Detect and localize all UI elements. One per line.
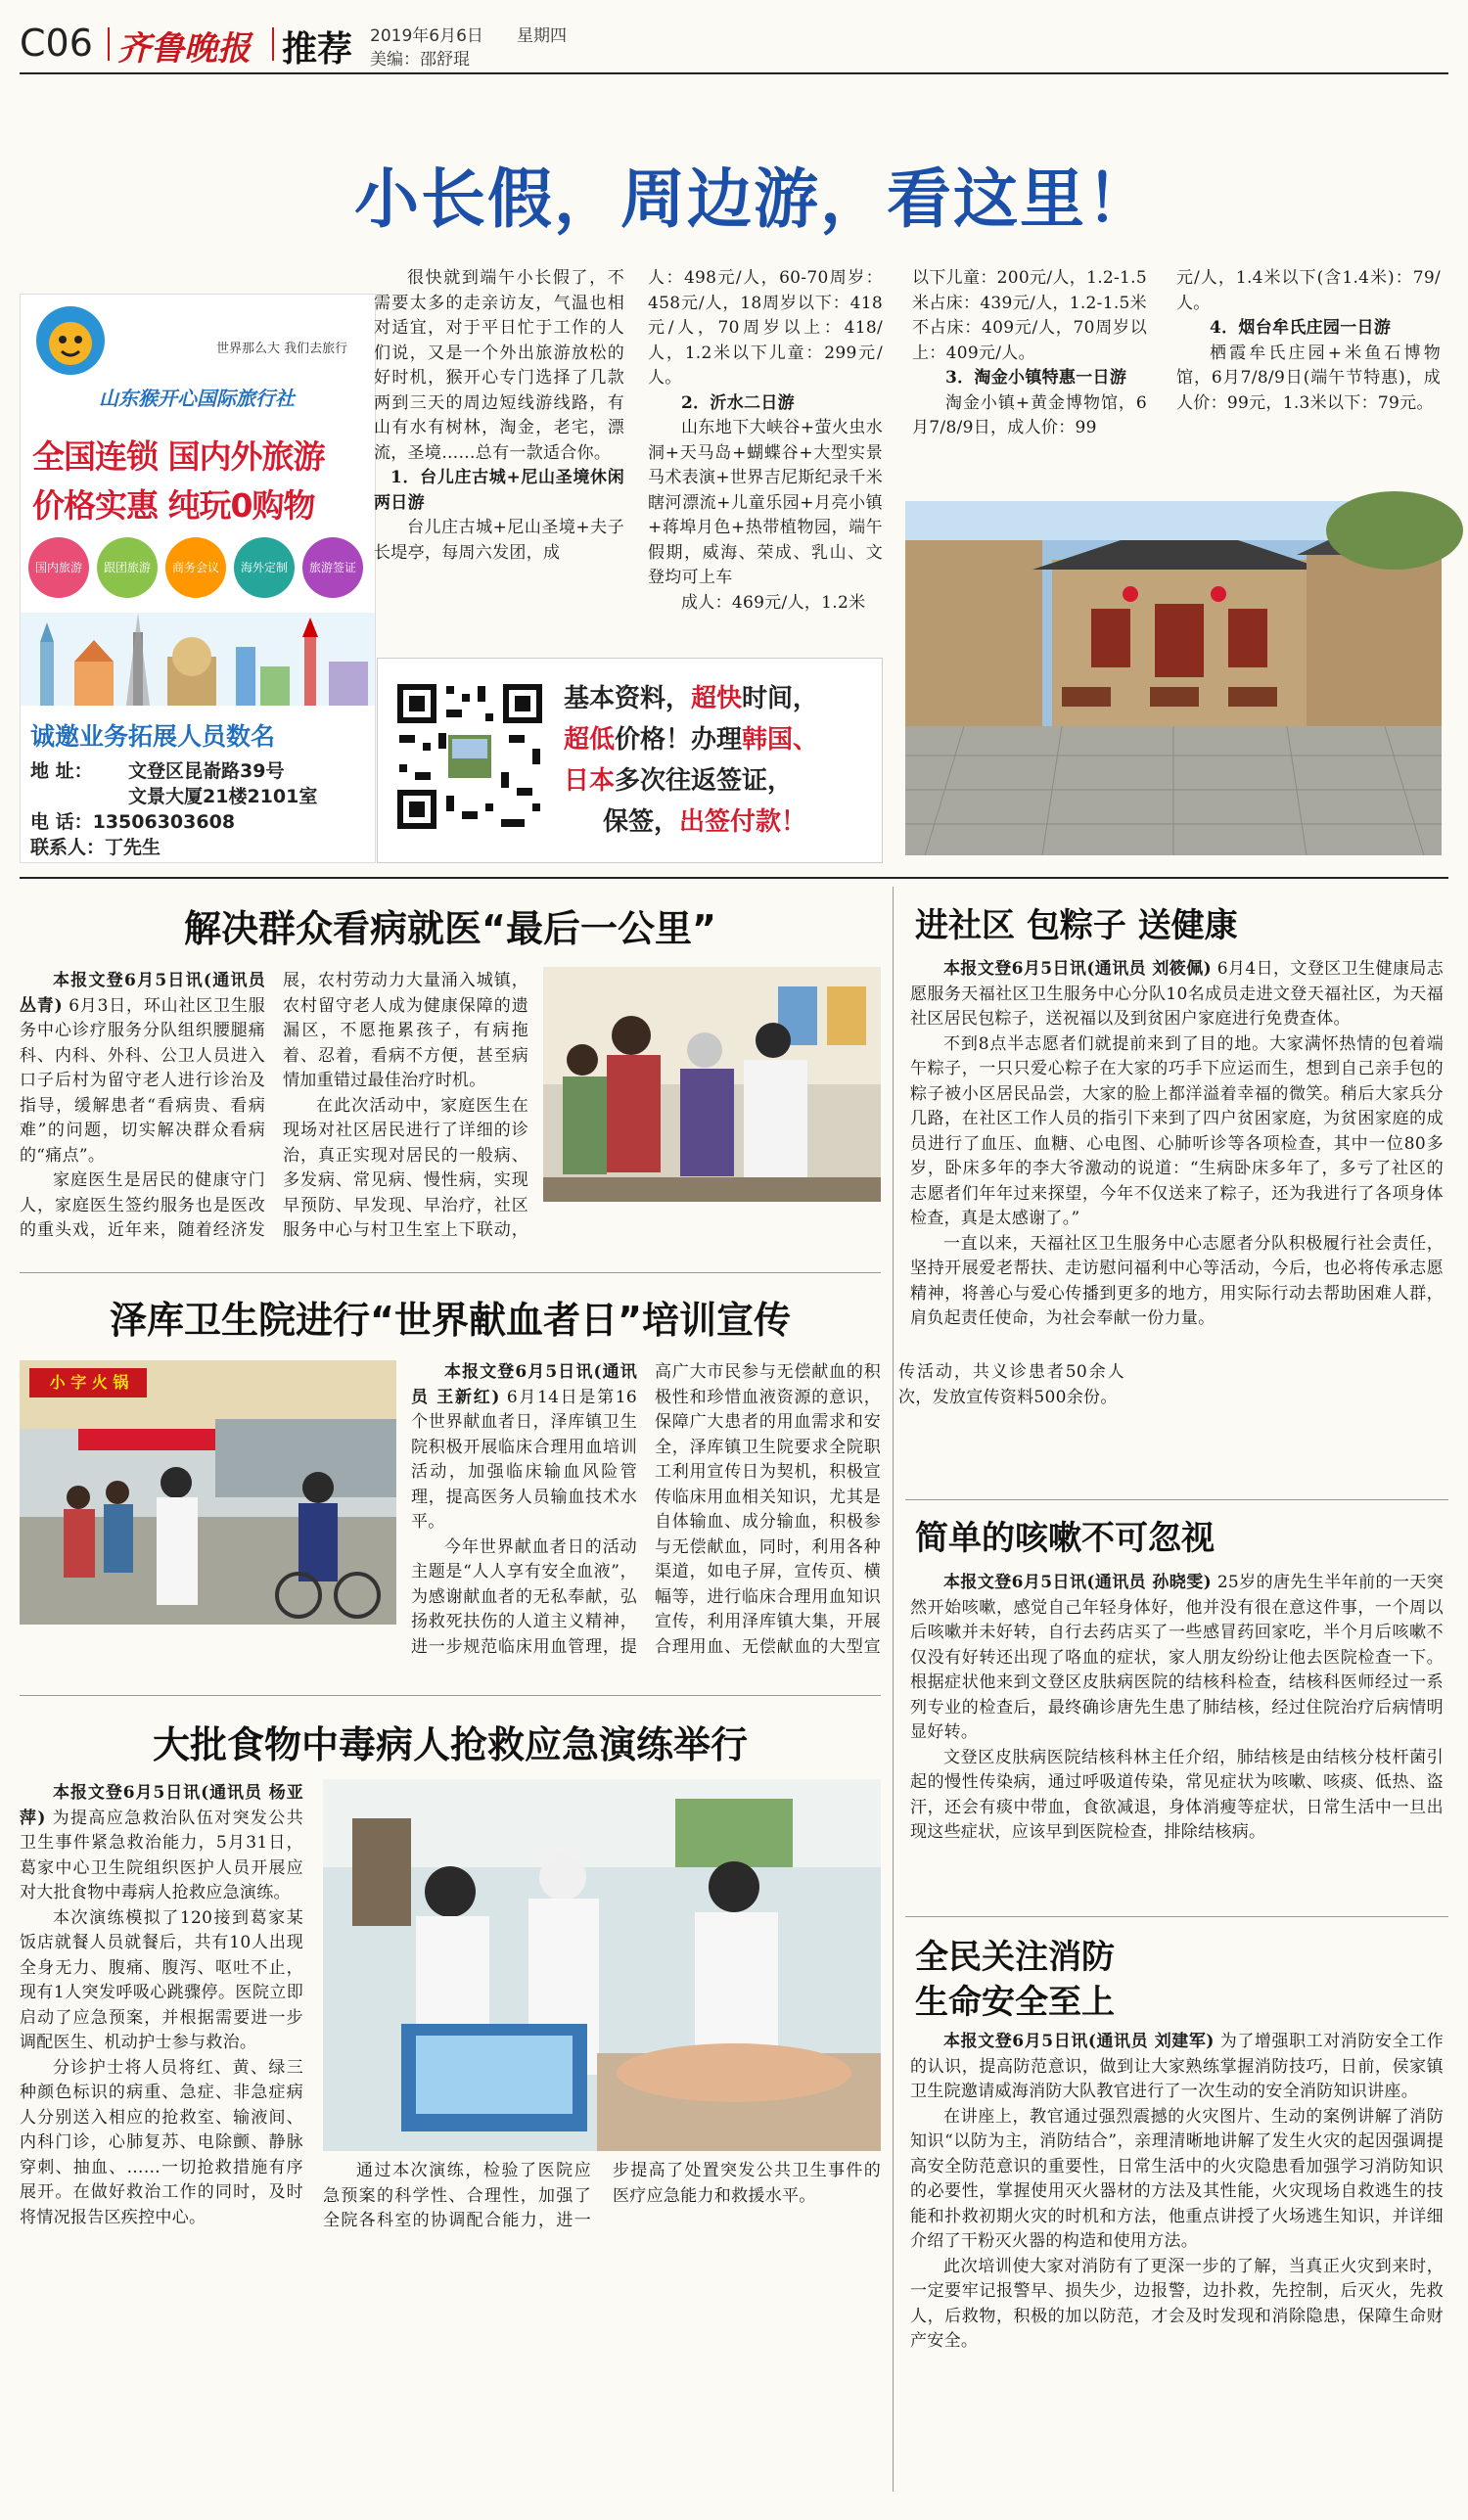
zongzi-body bbox=[910, 957, 1444, 1332]
zongzi-para-3: 一直以来，天福社区卫生服务中心志愿者分队积极履行社会责任，坚持开展爱老帮扶、走访慰问福利中心等活动，今后，也必将传承志愿精神，将善心与爱心传播到更多的地方，用实际行动去帮助困难人群，肩负起责任使命，为社会奉献一份力量。 bbox=[910, 1233, 1444, 1328]
route-2-price: 成人：469元/人，1.2米 bbox=[681, 592, 866, 613]
blood-para-2: 今年世界献血者日的活动主题是“人人享有安全血液”，为感谢献血者的无私奉献，弘扬救死扶伤的人道主义精神，进一步规范临床用血管理，提高广大市民参与无偿献血的积极性和珍惜血液资源的意识，保障广大患者的用血需求和安全，泽库镇卫生院要求全院职工利用宣传日为契机，积极宣传临床用血相关知识，尤其是自体输血、成分输血，积极参与无偿献血，同时，利用各种渠道，如电子屏，宣传页、横幅等，进行临床合理用血知识宣传，利用泽库镇大集，开展合理用血、无偿献血的大型宣传活动，共义诊患者50余人次，发放宣传资料500余份。 bbox=[411, 1362, 1124, 1657]
page-number: C06 bbox=[20, 22, 93, 65]
drill-para-1: 为提高应急救治队伍对突发公共卫生事件紧急救治能力，5月31日，葛家中心卫生院组织医护人员开展应对大批食物中毒病人抢救应急演练。 bbox=[20, 1808, 303, 1902]
visa-ad bbox=[377, 658, 883, 863]
route-1-title: 1．台儿庄古城+尼山圣境休闲两日游 bbox=[374, 468, 624, 513]
visa-l1b: 超快 bbox=[691, 684, 743, 713]
fire-para-3: 此次培训使大家对消防有了更深一步的了解，当真正火灾到来时，一定要牢记报警早、损失少，边报警，边扑救，先控制，后灭火，先救人，后救物，积极的加以防范，才会及时发现和消除隐患，保障生命财产安全。 bbox=[910, 2256, 1444, 2351]
visa-l4b: 出签付款！ bbox=[679, 807, 807, 837]
route-3-text: 淘金小镇+黄金博物馆，6月7/8/9日，成人价：99 bbox=[912, 392, 1147, 437]
cough-para-1: 25岁的唐先生半年前的一天突然开始咳嗽，感觉自己年轻身体好，他并没有很在意这件事，一个周以后咳嗽并未好转，自行去药店买了一些感冒药回家吃，半个月后咳嗽不仅没有好转还出现了咯血的症状，家人朋友纷纷让他去医院检查一下。根据症状他来到文登区皮肤病医院的结核科检查，结核科医师经过一系列专业的检查后，最终确诊唐先生患了肺结核，经过住院治疗后病情明显好转。 bbox=[910, 1573, 1444, 1742]
agency-slogan-2: 价格实惠 纯玩0购物 bbox=[32, 486, 315, 525]
cough-top-rule bbox=[905, 1499, 1448, 1500]
header-rule bbox=[20, 72, 1448, 74]
zongzi-para-1: 6月4日，文登区卫生健康局志愿服务天福社区卫生服务中心分队10名成员走进文登天福社区，为天福社区居民包粽子，送祝福以及到贫困户家庭进行免费查体。 bbox=[910, 959, 1444, 1029]
fire-byline: 本报文登6月5日讯(通讯员 刘建军) bbox=[943, 2032, 1215, 2051]
lastmile-para-1: 6月3日，环山社区卫生服务中心诊疗服务分队组织腰腿痛科、内科、外科、公卫人员进入口子后村为留守老人进行诊治及指导，缓解患者“看病贵、看病难”的问题，切实解决群众看病的“痛点”。 bbox=[20, 995, 265, 1166]
drill-col-2 bbox=[323, 2159, 881, 2234]
drill-headline: 大批食物中毒病人抢救应急演练举行 bbox=[152, 1723, 748, 1766]
fire-para-1: 为了增强职工对消防安全工作的认识，提高防范意识，做到让大家熟练掌握消防技巧，日前，侯家镇卫生院邀请威海消防大队教官进行了一次生动的安全消防知识讲座。 bbox=[910, 2032, 1444, 2101]
fire-top-rule bbox=[905, 1916, 1448, 1917]
agency-address-label: 地 址： bbox=[30, 760, 93, 782]
agency-badges bbox=[28, 537, 371, 600]
visa-l2c: 韩国、 bbox=[742, 725, 819, 755]
visa-l4a: 保签， bbox=[603, 807, 680, 837]
drill-top-rule bbox=[20, 1695, 881, 1696]
visa-l1a: 基本资料， bbox=[564, 684, 692, 713]
badge-overseas: 海外定制 bbox=[234, 537, 295, 598]
travel-col-3 bbox=[912, 266, 1147, 441]
route-2-cont: 以下儿童：200元/人，1.2-1.5米占床：439元/人，1.2-1.5米不占床：409元/人，70周岁以上：409元/人。 bbox=[912, 268, 1147, 363]
fire-headline-2: 生命安全至上 bbox=[915, 1983, 1115, 2022]
fire-para-2: 在讲座上，教官通过强烈震撼的火灾图片、生动的案例讲解了消防知识“以防为主，消防结合”，亲理清晰地讲解了发生火灾的起因强调提高安全防范意识的重要性，日常生活中的火灾隐患看加强学习消防知识的必要性，掌握使用灭火器材的方法及其性能，火灾现场自救逃生的技能和扑救初期火灾的时机和方法，他重点讲授了火场逃生知识，并详细介绍了干粉灭火器的构造和使用方法。 bbox=[910, 2106, 1444, 2251]
travel-intro: 很快就到端午小长假了，不需要太多的走亲访友，气温也相对适宜，对于平日忙于工作的人们说，又是一个外出旅游放松的好时机，猴开心专门选择了几款两到三天的周边短线游线路，有山有水有树林，淘金，老宅，漂流，圣境……总有一款适合你。 bbox=[374, 268, 624, 463]
zongzi-headline: 进社区 包粽子 送健康 bbox=[915, 906, 1238, 945]
qr-code bbox=[391, 678, 548, 835]
issue-date: 2019年6月6日 bbox=[370, 26, 483, 46]
drill-para-3: 分诊护士将人员将红、黄、绿三种颜色标识的病重、急症、非急症病人分别送入相应的抢救室、输液间、内科门诊，心肺复苏、电除颤、静脉穿刺、抽血、……一切抢救措施有序展开。在做好救治工作的同时，及时将情况报告区疾控中心。 bbox=[20, 2057, 303, 2227]
header-divider-2 bbox=[272, 27, 274, 61]
column-divider bbox=[893, 887, 894, 2492]
badge-visa: 旅游签证 bbox=[302, 537, 363, 598]
agency-brand: 山东猴开心国际旅行社 bbox=[99, 387, 295, 410]
blood-photo bbox=[20, 1360, 396, 1625]
travel-agency-ad bbox=[20, 294, 376, 863]
travel-col-1 bbox=[374, 266, 624, 566]
visa-l3a: 日本 bbox=[564, 766, 616, 796]
drill-para-4: 通过本次演练，检验了医院应急预案的科学性、合理性，加强了全院各科室的协调配合能力，进一步提高了处置突发公共卫生事件的医疗应急能力和救援水平。 bbox=[323, 2161, 881, 2230]
lastmile-col-1 bbox=[20, 969, 528, 1262]
agency-tagline: 世界那么大 我们去旅行 bbox=[216, 342, 348, 356]
lastmile-para-3: 在此次活动中，家庭医生在现场对社区居民进行了详细的诊治，真正实现对居民的一般病、多发病、常见病、慢性病，实现早预防、早发现、早治疗，社区服务中心与村卫生室上下联动， bbox=[283, 1095, 528, 1240]
paper-name: 齐鲁晚报 bbox=[117, 29, 251, 69]
badge-business: 商务会议 bbox=[165, 537, 226, 598]
blood-byline: 本报文登6月5日讯(通讯员 王新红) bbox=[411, 1362, 637, 1407]
lastmile-headline: 解决群众看病就医“最后一公里” bbox=[184, 907, 716, 950]
drill-photo bbox=[323, 1779, 881, 2151]
visa-ad-text bbox=[564, 678, 877, 843]
route-1-cont: 人：498元/人，60-70周岁：458元/人，18周岁以下：418元/人，70周岁以上：418/人，1.2米以下儿童：299元/人。 bbox=[648, 268, 883, 388]
badge-domestic: 国内旅游 bbox=[28, 537, 89, 598]
lastmile-para-2: 家庭医生是居民的健康守门人，家庭医生签约服务也是医改的重头戏，近年来，随着经济发展，农村劳动力大量涌入城镇，农村留守老人成为健康保障的遗漏区，不愿拖累孩子，有病拖着、忍着，看病不方便，甚至病情加重错过最佳治疗时机。 bbox=[20, 971, 528, 1240]
courtyard-photo bbox=[905, 501, 1442, 855]
issue-weekday: 星期四 bbox=[517, 26, 567, 46]
route-4-title: 4．烟台牟氏庄园一日游 bbox=[1210, 318, 1392, 338]
blood-photo-banner: 小 字 火 锅 bbox=[49, 1373, 129, 1392]
blood-headline: 泽库卫生院进行“世界献血者日”培训宣传 bbox=[110, 1299, 791, 1342]
fire-body bbox=[910, 2030, 1444, 2509]
cough-headline: 简单的咳嗽不可忽视 bbox=[915, 1519, 1215, 1558]
fire-headline-1: 全民关注消防 bbox=[915, 1938, 1115, 1977]
lastmile-byline: 本报文登6月5日讯(通讯员 丛青) bbox=[20, 971, 265, 1016]
cough-byline: 本报文登6月5日讯(通讯员 孙晓雯) bbox=[943, 1573, 1212, 1592]
travel-headline: 小长假，周边游，看这里！ bbox=[354, 161, 1153, 237]
drill-byline: 本报文登6月5日讯(通讯员 杨亚萍) bbox=[20, 1783, 303, 1828]
visa-l3b: 多次往返签证， bbox=[615, 766, 794, 796]
landmark-skyline bbox=[21, 613, 375, 706]
visa-l2a: 超低 bbox=[564, 725, 616, 755]
badge-group: 跟团旅游 bbox=[97, 537, 158, 598]
agency-address-2: 文景大厦21楼2101室 bbox=[128, 786, 318, 807]
page-header bbox=[20, 18, 1448, 69]
agency-slogan-1: 全国连锁 国内外旅游 bbox=[32, 437, 325, 476]
route-4-text: 栖霞牟氏庄园+米鱼石博物馆，6月7/8/9日(端午节特惠)，成人价：99元，1.3米以下：79元。 bbox=[1176, 343, 1441, 413]
agency-phone: 电 话：13506303608 bbox=[30, 811, 236, 833]
zongzi-byline: 本报文登6月5日讯(通讯员 刘筱佩) bbox=[943, 959, 1212, 979]
page-editor: 美编：邵舒琨 bbox=[370, 50, 470, 69]
drill-para-2: 本次演练模拟了120接到葛家某饭店就餐人员就餐后，共有10人出现全身无力、腹痛、腹泻、呕吐不止，现有1人突发呼吸心跳骤停。医院立即启动了应急预案，并根据需要进一步调配医生、机动护士参与救治。 bbox=[20, 1907, 303, 2052]
blood-top-rule bbox=[20, 1272, 881, 1273]
travel-col-2 bbox=[648, 266, 883, 616]
agency-address-1: 文登区昆嵛路39号 bbox=[128, 760, 285, 782]
agency-contact: 联系人：丁先生 bbox=[30, 837, 161, 858]
visa-l2b: 价格！办理 bbox=[615, 725, 743, 755]
blood-para-1: 6月14日是第16个世界献血者日，泽库镇卫生院积极开展临床合理用血培训活动，加强临床输血风险管理，提高医务人员输血技术水平。 bbox=[411, 1387, 637, 1532]
route-2-title: 2．沂水二日游 bbox=[681, 392, 795, 413]
lastmile-photo bbox=[543, 967, 881, 1202]
agency-recruit: 诚邀业务拓展人员数名 bbox=[30, 722, 276, 751]
drill-col-1 bbox=[20, 1781, 303, 2230]
zongzi-para-2: 不到8点半志愿者们就提前来到了目的地。大家满怀热情的包着端午粽子，一只只爱心粽子在大家的巧手下应运而生，想到自己亲手包的粽子被小区居民品尝，大家的脸上都洋溢着幸福的微笑。稍后大家兵分几路，在社区工作人员的指引下来到了四户贫困家庭，为贫困家庭的成员进行了血压、血糖、心电图、心肺听诊等各项检查，其中一位80多岁，卧床多年的李大爷激动的说道：“生病卧床多年了，多亏了社区的志愿者们年年过来探望，今年不仅送来了粽子，还为我进行了各项身体检查，真是太感谢了。” bbox=[910, 1033, 1444, 1228]
route-3-cont: 元/人，1.4米以下(含1.4米)：79/人。 bbox=[1176, 268, 1441, 313]
visa-l1c: 时间， bbox=[742, 684, 819, 713]
cough-body bbox=[910, 1571, 1444, 1846]
agency-logo bbox=[36, 306, 105, 375]
route-1-text: 台儿庄古城+尼山圣境+夫子长堤亭，每周六发团，成 bbox=[374, 518, 624, 563]
travel-col-4 bbox=[1176, 266, 1441, 416]
cough-para-2: 文登区皮肤病医院结核科林主任介绍，肺结核是由结核分枝杆菌引起的慢性传染病，通过呼吸道传染，常见症状为咳嗽、咳痰、低热、盗汗，还会有痰中带血，食欲减退，身体消瘦等症状，日常生活中一旦出现这些症状，应该早到医院检查，排除结核病。 bbox=[910, 1747, 1444, 1842]
route-3-title: 3．淘金小镇特惠一日游 bbox=[945, 368, 1127, 388]
header-divider bbox=[108, 27, 110, 61]
travel-bottom-rule bbox=[20, 877, 1448, 879]
section-name: 推荐 bbox=[282, 29, 353, 69]
route-2-text: 山东地下大峡谷+萤火虫水洞+天马岛+蝴蝶谷+大型实景马术表演+世界吉尼斯纪录千米瞎河漂流+儿童乐园+月亮小镇+蒋埠月色+热带植物园，端午假期，威海、荣成、乳山、文登均可上车 bbox=[648, 418, 883, 587]
